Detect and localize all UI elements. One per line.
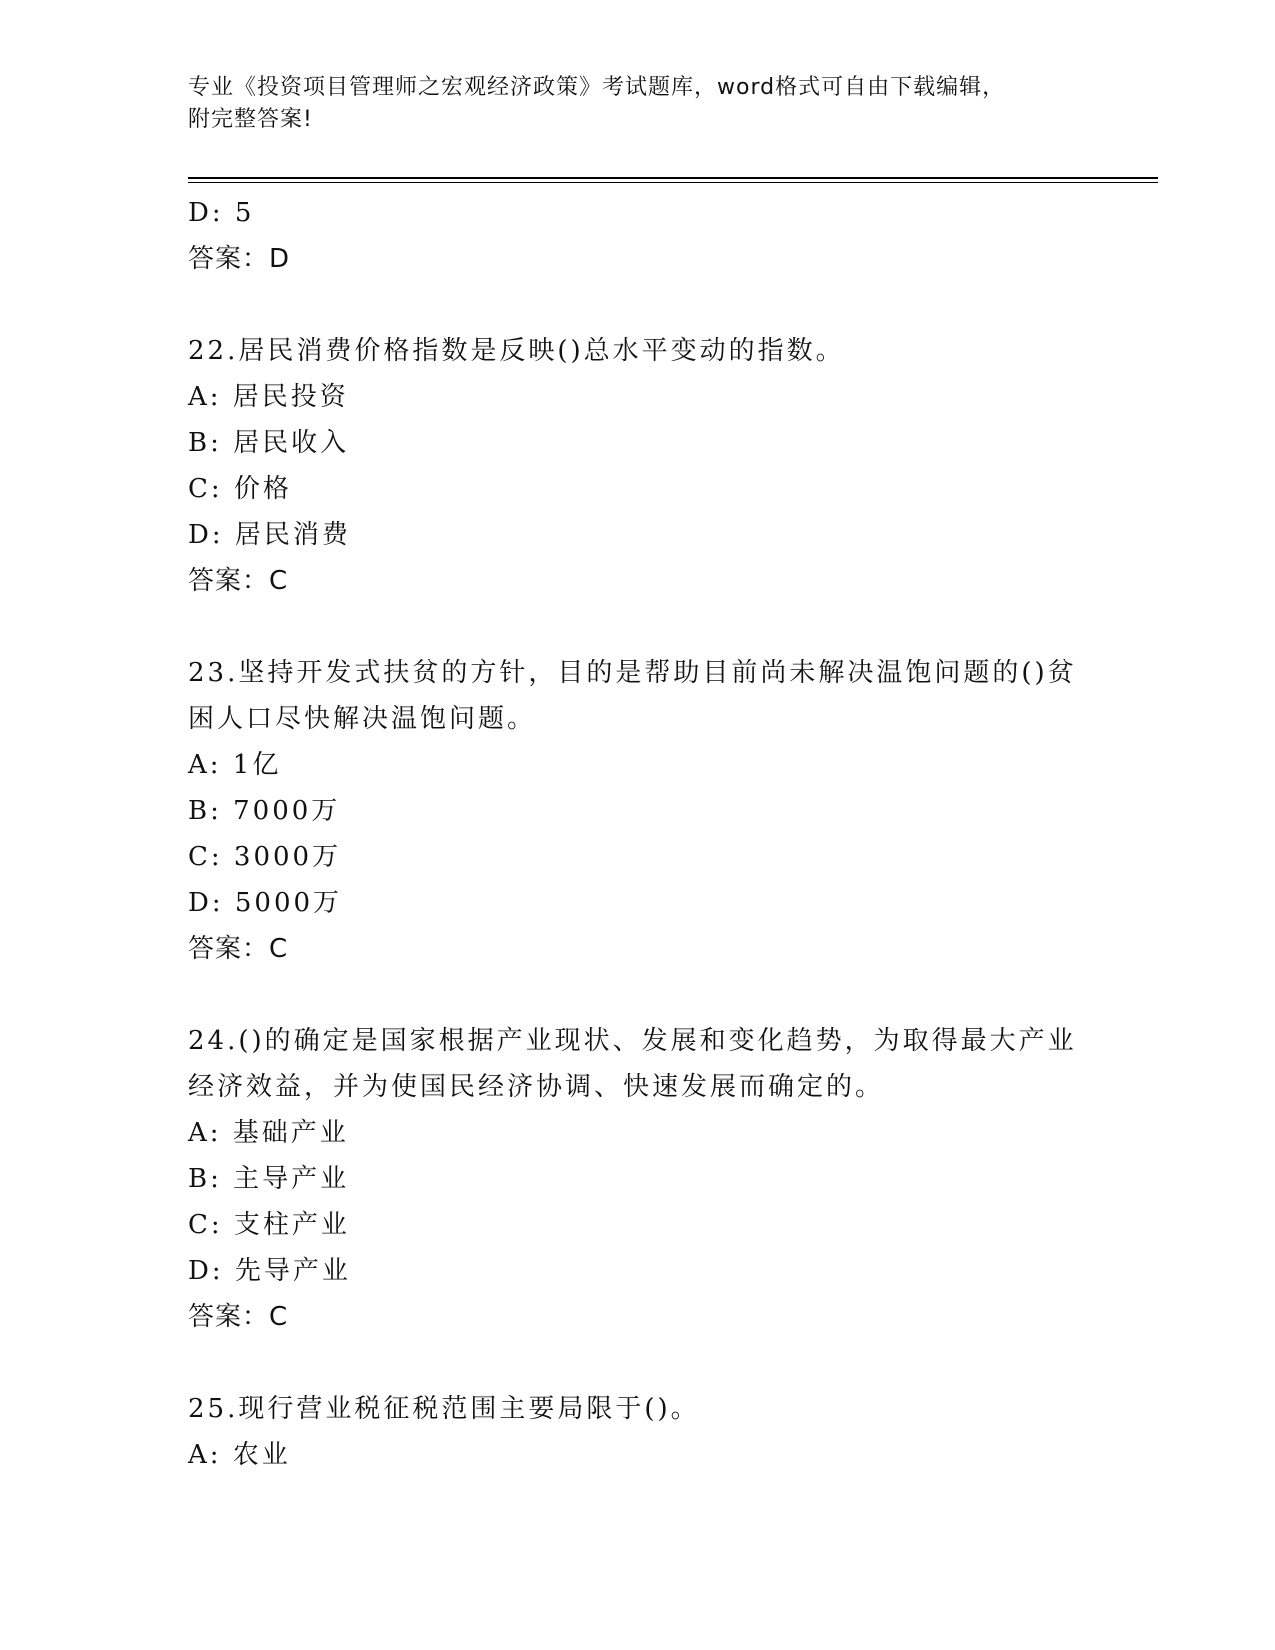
- option-d: D: 居民消费: [188, 520, 351, 550]
- header-line-1: 专业《投资项目管理师之宏观经济政策》考试题库，word格式可自由下载编辑，: [188, 75, 1006, 100]
- option-d: D: 先导产业: [188, 1256, 351, 1286]
- option-a: A: 农业: [188, 1440, 291, 1470]
- prev-answer: 答案：D: [188, 244, 291, 274]
- option-b: B: 主导产业: [188, 1164, 350, 1194]
- option-c: C: 价格: [188, 474, 292, 504]
- spacer: [188, 1340, 1138, 1386]
- spacer: [188, 282, 1138, 328]
- question-23: [188, 650, 1138, 972]
- option-c: C: 支柱产业: [188, 1210, 350, 1240]
- question-stem-line-2: 经济效益，并为使国民经济协调、快速发展而确定的。: [188, 1072, 885, 1102]
- question-stem-line-2: 困人口尽快解决温饱问题。: [188, 704, 537, 734]
- header-divider-thin: [188, 182, 1158, 183]
- option-a: A: 1亿: [188, 750, 282, 780]
- option-c: C: 3000万: [188, 842, 342, 872]
- option-a: A: 居民投资: [188, 382, 349, 412]
- spacer: [188, 604, 1138, 650]
- header-line-2: 附完整答案!: [188, 107, 313, 132]
- question-25: [188, 1386, 1138, 1478]
- option-d: D: 5000万: [188, 888, 343, 918]
- answer: 答案：C: [188, 934, 289, 964]
- question-24: [188, 1018, 1138, 1340]
- header-divider-thick: [188, 177, 1158, 179]
- page-header: [188, 72, 1088, 136]
- answer: 答案：C: [188, 566, 289, 596]
- prev-option-d: D: 5: [188, 198, 255, 228]
- question-stem: 25.现行营业税征税范围主要局限于()。: [188, 1394, 700, 1424]
- option-b: B: 7000万: [188, 796, 341, 826]
- question-content: [188, 190, 1138, 1478]
- option-b: B: 居民收入: [188, 428, 350, 458]
- question-22: [188, 328, 1138, 604]
- question-stem: 22.居民消费价格指数是反映()总水平变动的指数。: [188, 336, 845, 366]
- question-stem-line-1: 24.()的确定是国家根据产业现状、发展和变化趋势，为取得最大产业: [188, 1026, 1077, 1056]
- answer: 答案：C: [188, 1302, 289, 1332]
- question-stem-line-1: 23.坚持开发式扶贫的方针，目的是帮助目前尚未解决温饱问题的()贫: [188, 658, 1077, 688]
- spacer: [188, 972, 1138, 1018]
- option-a: A: 基础产业: [188, 1118, 349, 1148]
